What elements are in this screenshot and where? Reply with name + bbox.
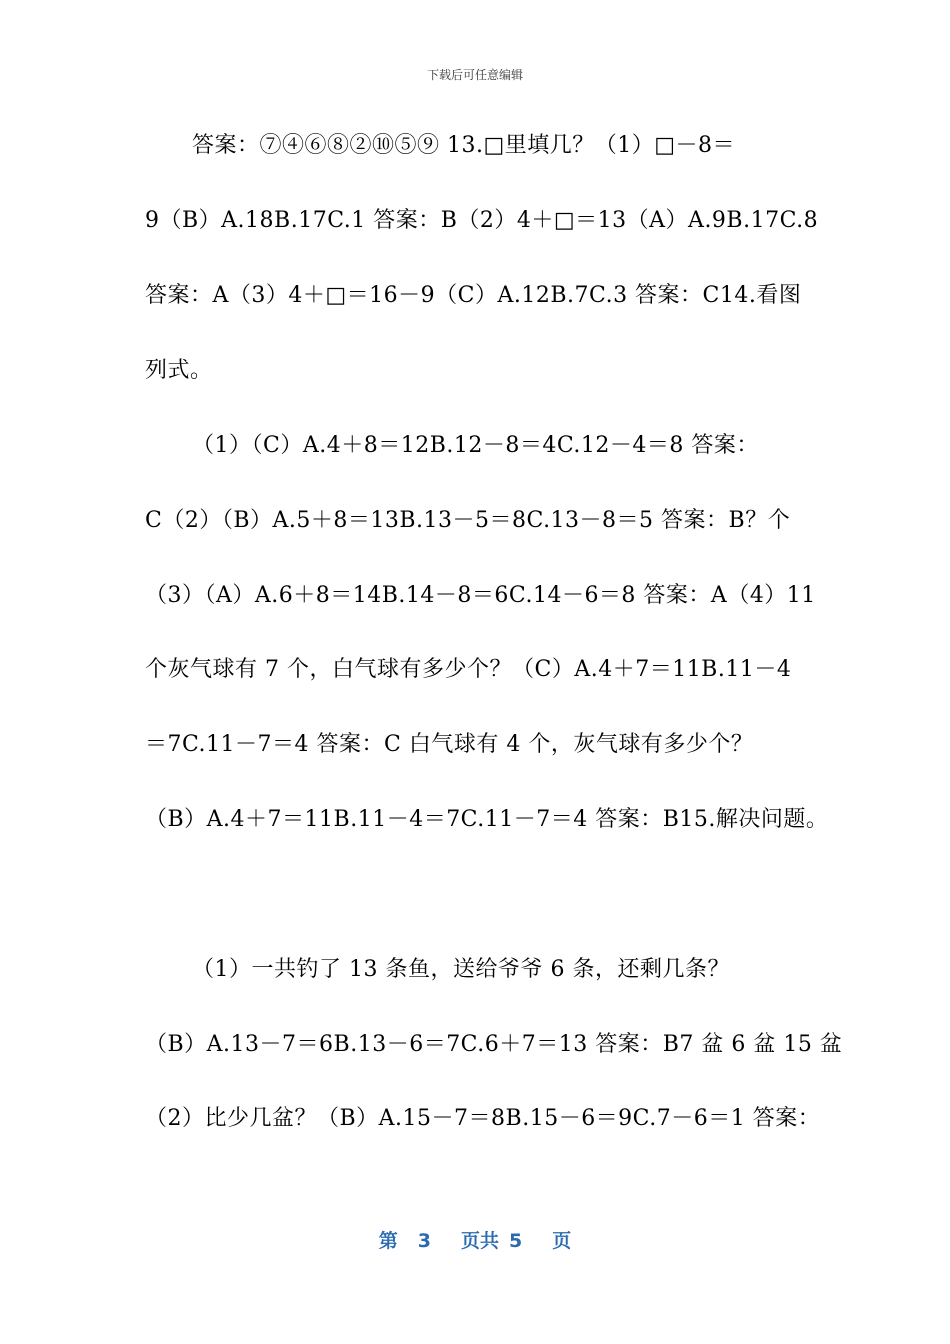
body-line-3: 答案：A（3）4＋□＝16－9（C）A.12B.7C.3 答案：C14.看图 xyxy=(145,283,802,308)
body-line-11: （1）一共钓了 13 条鱼，送给爷爷 6 条，还剩几条？ xyxy=(192,957,730,982)
footer-label-total: 页共 xyxy=(460,1230,499,1252)
page-footer xyxy=(0,1226,950,1253)
body-line-2: 9（B）A.18B.17C.1 答案：B（2）4＋□＝13（A）A.9B.17C.8 xyxy=(145,208,819,233)
body-line-5: （1）（C）A.4＋8＝12B.12－8＝4C.12－4＝8 答案： xyxy=(192,433,759,458)
body-line-7: （3）（A）A.6＋8＝14B.14－8＝6C.14－6＝8 答案：A（4）11 xyxy=(145,583,816,608)
body-line-6: C（2）（B）A.5＋8＝13B.13－5＝8C.13－8＝5 答案：B？个 xyxy=(145,508,791,533)
current-page-number: 3 xyxy=(417,1230,431,1252)
body-line-8: 个灰气球有 7 个，白气球有多少个？（C）A.4＋7＝11B.11－4 xyxy=(145,657,792,682)
body-line-9: ＝7C.11－7＝4 答案：C 白气球有 4 个，灰气球有多少个？ xyxy=(145,732,754,757)
total-page-number: 5 xyxy=(509,1230,523,1252)
body-line-13: （2）比少几盆？（B）A.15－7＝8B.15－6＝9C.7－6＝1 答案： xyxy=(145,1106,821,1131)
body-line-10: （B）A.4＋7＝11B.11－4＝7C.11－7＝4 答案：B15.解决问题。 xyxy=(145,807,829,832)
body-line-1: 答案：⑦④⑥⑧②⑩⑤⑨ 13.□里填几？（1）□－8＝ xyxy=(192,133,736,158)
body-line-12: （B）A.13－7＝6B.13－6＝7C.6＋7＝13 答案：B7 盆 6 盆 15 盆 xyxy=(145,1032,843,1057)
body-line-4: 列式。 xyxy=(145,358,213,383)
footer-label-page-suffix: 页 xyxy=(552,1230,572,1252)
footer-label-page: 第 xyxy=(378,1230,398,1252)
download-note: 下载后可任意编辑 xyxy=(426,68,523,82)
